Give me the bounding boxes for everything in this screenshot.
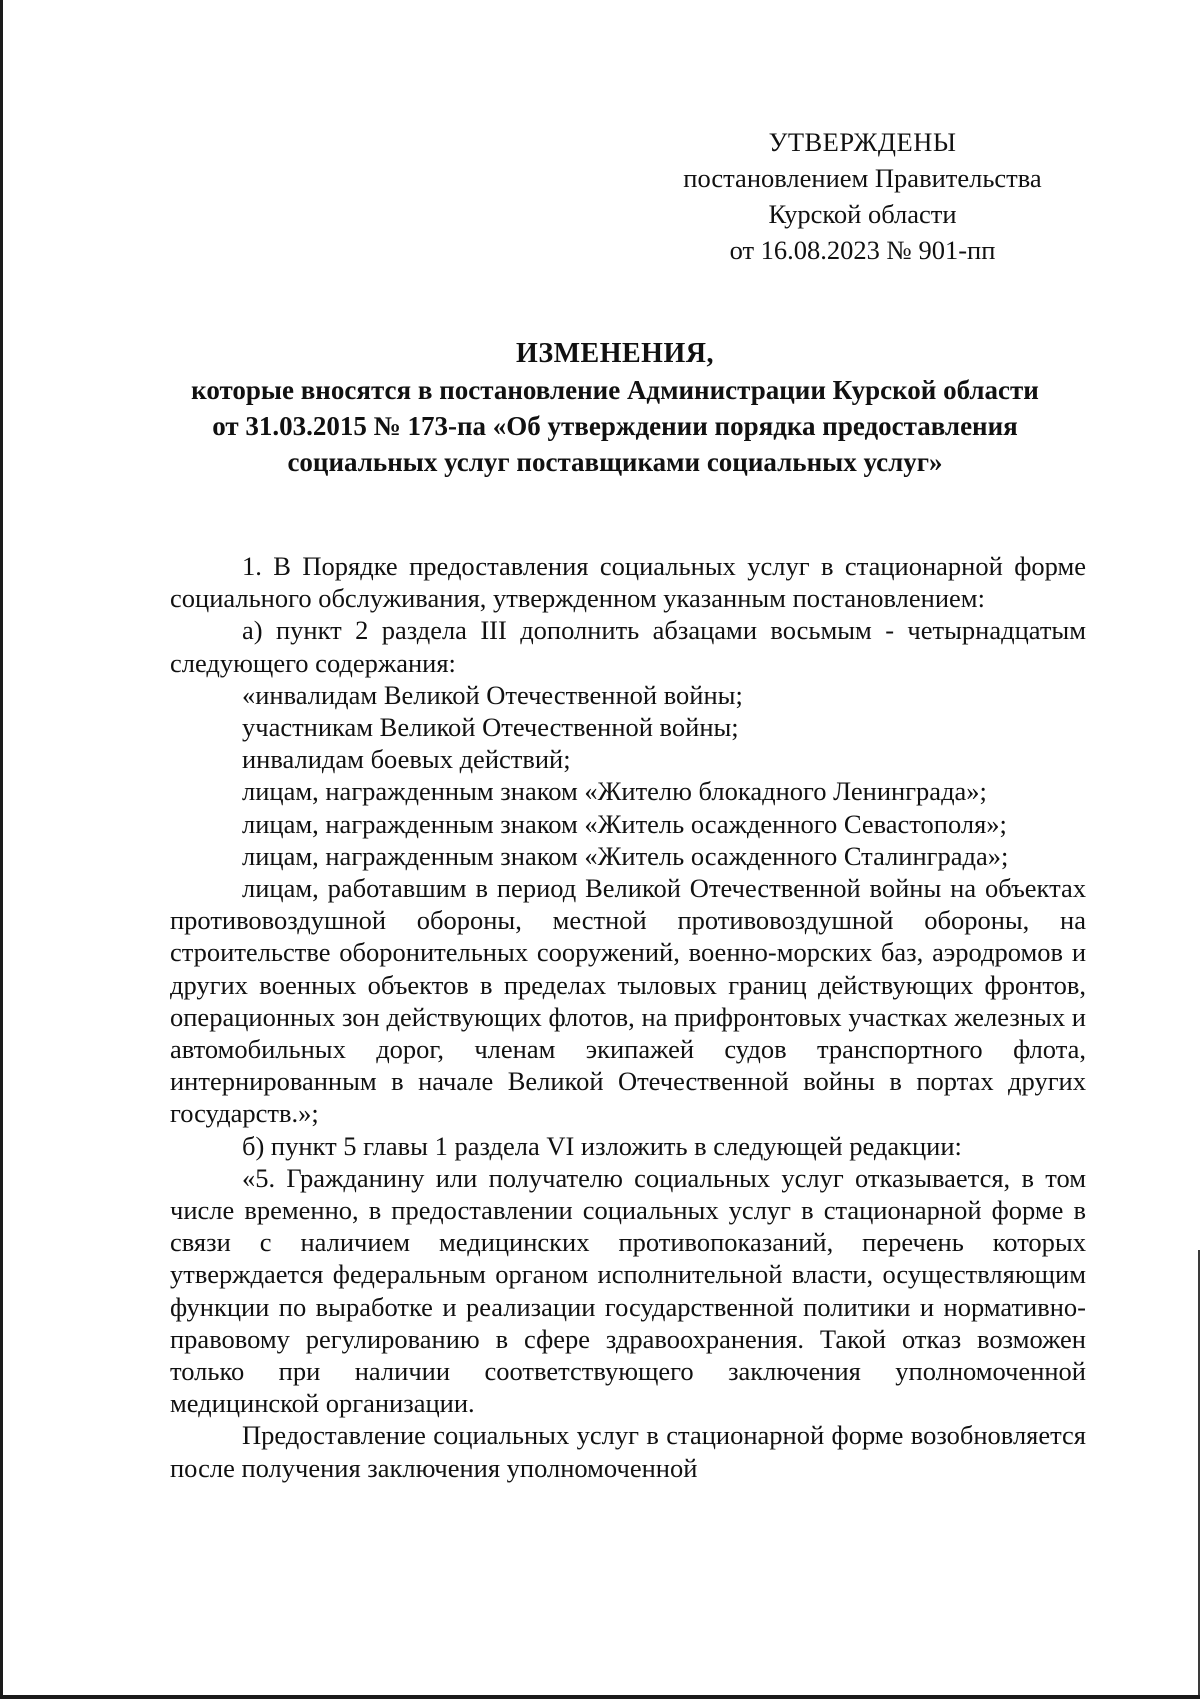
paragraph-12: Предоставление социальных услуг в стационарной форме возобновляется после получения заключения уполномоченной: [170, 1420, 1086, 1483]
paragraph-11: «5. Гражданину или получателю социальных услуг отказывается, в том числе временно, в предоставлении социальных услуг в стационарной форме в связи с наличием медицинских противопоказаний, перечень которых утверждается федеральным органом исполнительной власти, осуществляющим функции по выработке и реализации государственной политики и нормативно-правовому регулированию в сфере здравоохранения. Такой отказ возможен только при наличии соответствующего заключения уполномоченной медицинской организации.: [170, 1162, 1086, 1419]
document-body: [170, 550, 1086, 1484]
list-item: лицам, награжденным знаком «Жителю блокадного Ленинграда»;: [242, 776, 987, 807]
list-item: лицам, награжденным знаком «Житель осажденного Севастополя»;: [242, 808, 1007, 839]
document-title: [150, 336, 1080, 480]
approval-stamp: [640, 124, 1085, 268]
paragraph-10: б) пункт 5 главы 1 раздела VI изложить в следующей редакции:: [242, 1130, 962, 1161]
paragraph-9: лицам, работавшим в период Великой Отечественной войны на объектах противовоздушной обороны, местной противовоздушной обороны, на строительстве оборонительных сооружений, военно-морских баз, аэродромов и других военных объектов в пределах тыловых границ действующих фронтов, операционных зон действующих флотов, на прифронтовых участках железных и автомобильных дорог, членам экипажей судов транспортного флота, интернированным в начале Великой Отечественной войны в портах других государств.»;: [170, 873, 1086, 1129]
approval-title: УТВЕРЖДЕНЫ: [768, 127, 957, 157]
scan-edge-left: [0, 0, 3, 1699]
paragraph-1: 1. В Порядке предоставления социальных услуг в стационарной форме социального обслуживания, утвержденном указанным постановлением:: [170, 551, 1086, 614]
approval-line-1: постановлением Правительства: [683, 163, 1042, 193]
list-item: участникам Великой Отечественной войны;: [242, 712, 739, 743]
list-item: инвалидам боевых действий;: [242, 744, 571, 775]
scan-edge-bottom: [0, 1695, 1200, 1699]
title-line-2: от 31.03.2015 № 173-па «Об утверждении порядка предоставления: [212, 411, 1018, 441]
list-item: «инвалидам Великой Отечественной войны;: [242, 679, 743, 710]
approval-line-2: Курской области: [768, 199, 957, 229]
title-heading: ИЗМЕНЕНИЯ,: [516, 338, 714, 369]
title-line-3: социальных услуг поставщиками социальных услуг»: [287, 447, 943, 477]
title-line-1: которые вносятся в постановление Администрации Курской области: [191, 375, 1039, 405]
list-item: лицам, награжденным знаком «Житель осажденного Сталинграда»;: [242, 840, 1009, 871]
approval-line-3: от 16.08.2023 № 901-пп: [729, 235, 996, 265]
paragraph-2: а) пункт 2 раздела III дополнить абзацами восьмым - четырнадцатым следующего содержания:: [170, 615, 1086, 678]
